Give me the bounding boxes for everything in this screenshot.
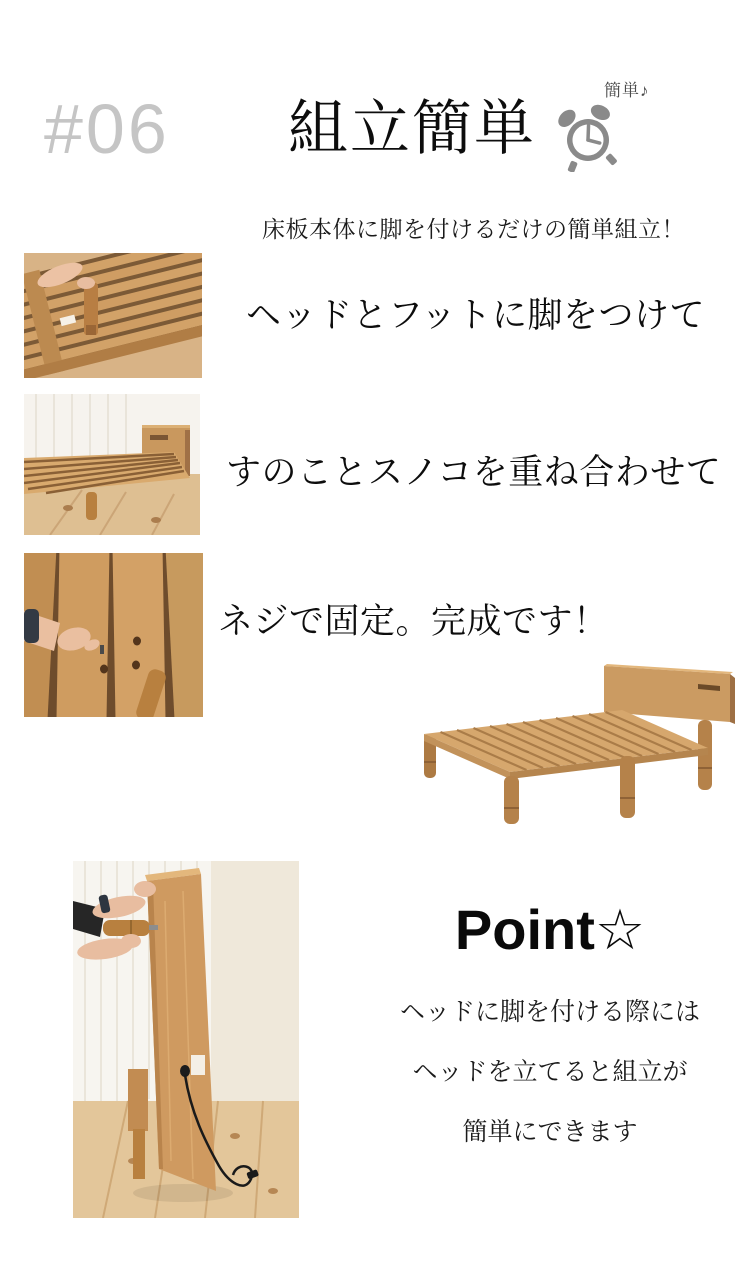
step-photo-attach-legs (24, 253, 202, 378)
point-line-1: ヘッドに脚を付ける際には (399, 998, 700, 1026)
step-photo-stack-slats (24, 394, 200, 535)
step-caption-1: ヘッドとフットに脚をつけて (246, 296, 706, 335)
step-caption-2: すのことスノコを重ね合わせて (226, 453, 722, 492)
point-line-3: 簡単にできます (462, 1118, 638, 1146)
page-title: 組立簡単 (288, 95, 536, 162)
alarm-clock-icon (556, 100, 620, 172)
step-photo-fix-screws (24, 553, 203, 717)
completed-bed-photo (398, 658, 746, 836)
standing-headboard-photo (73, 861, 299, 1218)
point-line-2: ヘッドを立てると組立が (412, 1058, 688, 1086)
section-number: #06 (44, 90, 170, 168)
step-caption-3: ネジで固定。完成です！ (218, 602, 609, 641)
clock-note-label: 簡単♪ (604, 81, 650, 100)
subtitle: 床板本体に脚を付けるだけの簡単組立！ (262, 216, 685, 242)
point-heading: Point☆ (454, 898, 646, 961)
